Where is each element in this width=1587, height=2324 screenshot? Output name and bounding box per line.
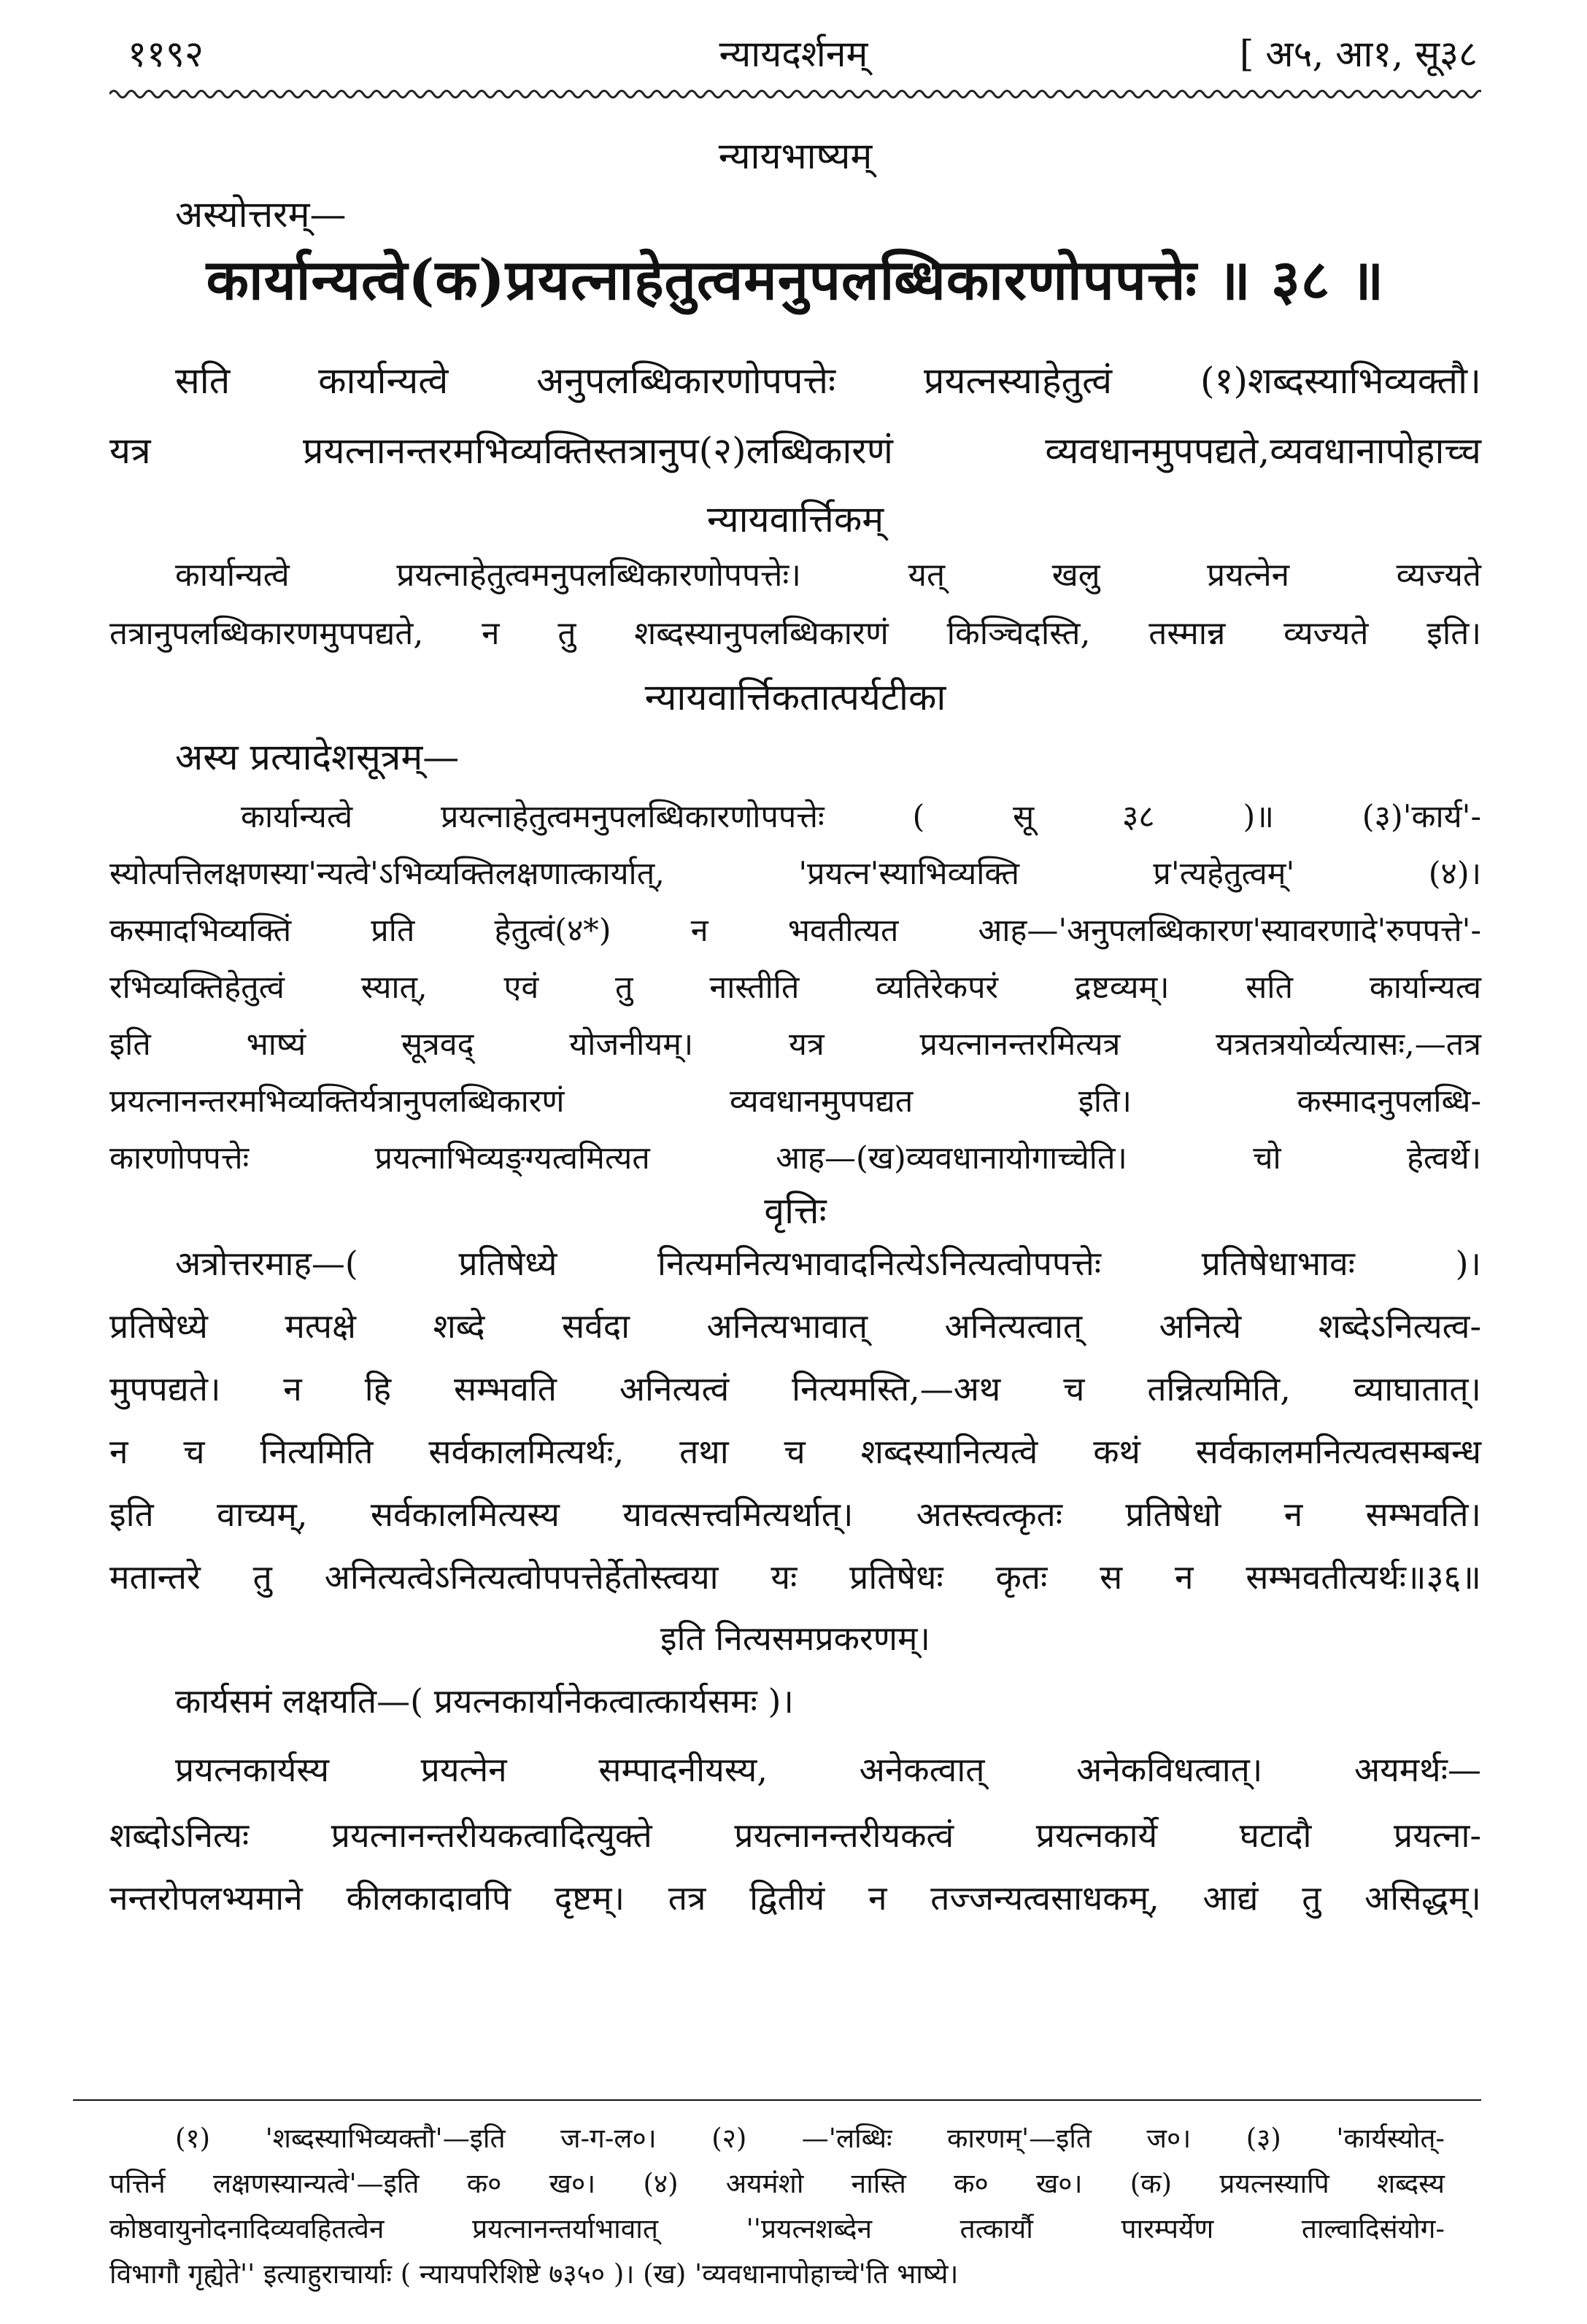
footnote-line: पत्तिर्न लक्षणस्यान्यत्वे'—इति क० ख०। (४) अयमंशो नास्ति क० ख०। (क) प्रयत्नस्यापि शब्दस्य (109, 2168, 1445, 2199)
vartika-line: तत्रानुपलब्धिकारणमुपपद्यते, न तु शब्दस्यानुपलब्धिकारणं किञ्चिदस्ति, तस्मान्न व्यज्यते इति। (109, 615, 1481, 652)
karyasama-line: शब्दोऽनित्यः प्रयत्नानन्तरीयकत्वादित्युक्ते प्रयत्नानन्तरीयकत्वं प्रयत्नकार्ये घटादौ प्रयत्ना- (109, 1816, 1481, 1855)
tika-line: कारणोपपत्तेः प्रयत्नाभिव्यङ्ग्यत्वमित्यत आह—(ख)व्यवधानायोगाच्चेति। चो हेत्वर्थे। (109, 1140, 1481, 1177)
running-header (109, 28, 1478, 79)
tika-line: कस्मादभिव्यक्तिं प्रति हेतुत्वं(४*) न भवतीत्यत आह—'अनुपलब्धिकारण'स्यावरणादे'रुपपत्ते'- (109, 913, 1481, 949)
karyasama-intro: कार्यसमं लक्षयति—( प्रयत्नकार्यानेकत्वात्कार्यसमः )। (175, 1681, 794, 1721)
bhashya-line: यत्र प्रयत्नानन्तरमभिव्यक्तिस्तत्रानुप(२)लब्धिकारणं व्यवधानमुपपद्यते,व्यवधानापोहाच्च (109, 430, 1481, 472)
footnote-separator (73, 2099, 1481, 2101)
footnote-line: कोष्ठवायुनोदनादिव्यवहितत्वेन प्रयत्नानन्तर्याभावात् ''प्रयत्नशब्देन तत्कार्यौ पारम्पर्येण ताल्वादिसंयोग- (109, 2213, 1445, 2244)
vritti-line: मुपपद्यते। न हि सम्भवति अनित्यत्वं नित्यमस्ति,—अथ च तन्नित्यमिति, व्याघातात्। (109, 1369, 1481, 1409)
footnote-line: (१) 'शब्दस्याभिव्यक्तौ'—इति ज-ग-ल०। (२) —'लब्धिः कारणम्'—इति ज०। (३) 'कार्यस्योत्- (175, 2123, 1445, 2154)
karyasama-line: प्रयत्नकार्यस्य प्रयत्नेन सम्पादनीयस्य, अनेकत्वात् अनेकविधत्वात्। अयमर्थः— (175, 1750, 1481, 1789)
footnote-line: विभागौ गृह्येते'' इत्याहुराचार्याः ( न्यायपरिशिष्टे ७३५० )। (ख) 'व्यवधानापोहाच्चे'ति भाष्ये। (109, 2258, 959, 2290)
chapter-reference: [ अ५, आ१, सू३८ (1239, 33, 1478, 75)
vritti-line: इति वाच्यम्, सर्वकालमित्यस्य यावत्सत्त्वमित्यर्थात्। अतस्त्वत्कृतः प्रतिषेधो न सम्भवति। (109, 1495, 1481, 1534)
tika-line: स्योत्पत्तिलक्षणस्या'न्यत्वे'ऽभिव्यक्तिलक्षणात्कार्यात्, 'प्रयत्न'स्याभिव्यक्ति प्र'त्यहेतुत्वम्' (४)। (109, 856, 1481, 892)
tika-line: कार्यान्यत्वे प्रयत्नाहेतुत्वमनुपलब्धिकारणोपपत्तेः ( सू ३८ )॥ (३)'कार्य'- (241, 799, 1481, 835)
sutra-text: कार्यान्यत्वे(क)प्रयत्नाहेतुत्वमनुपलब्धिकारणोपपत्तेः ॥ ३८ ॥ (206, 247, 1385, 312)
prakarana-end: इति नित्यसमप्रकरणम्। (660, 1619, 930, 1658)
intro-line: अस्योत्तरम्— (175, 193, 347, 236)
vritti-line: अत्रोत्तरमाह—( प्रतिषेध्ये नित्यमनित्यभावादनित्येऽनित्यत्वोपपत्तेः प्रतिषेधाभावः )। (175, 1244, 1481, 1283)
vritti-line: मतान्तरे तु अनित्यत्वेऽनित्यत्वोपपत्तेर्हेतोस्त्वया यः प्रतिषेधः कृतः स न सम्भवतीत्यर्थः॥३६॥ (109, 1557, 1481, 1597)
tika-intro: अस्य प्रत्यादेशसूत्रम्— (175, 736, 460, 778)
bhashya-line: सति कार्यान्यत्वे अनुपलब्धिकारणोपपत्तेः प्रयत्नस्याहेतुत्वं (१)शब्दस्याभिव्यक्तौ। (175, 360, 1481, 402)
bhashya-heading: न्यायभाष्यम् (718, 135, 873, 177)
karyasama-line: नन्तरोपलभ्यमाने कीलकादावपि दृष्टम्। तत्र द्वितीयं न तज्जन्यत्वसाधकम्, आद्यं तु असिद्धम्। (109, 1878, 1481, 1918)
book-title: न्यायदर्शनम् (719, 33, 868, 75)
vartika-line: कार्यान्यत्वे प्रयत्नाहेतुत्वमनुपलब्धिकारणोपपत्तेः। यत् खलु प्रयत्नेन व्यज्यते (175, 557, 1481, 594)
vartika-heading: न्यायवार्त्तिकम् (706, 498, 884, 541)
wavy-header-rule (109, 86, 1481, 102)
vritti-line: प्रतिषेध्ये मत्पक्षे शब्दे सर्वदा अनित्यभावात् अनित्यत्वात् अनित्ये शब्देऽनित्यत्व- (109, 1306, 1481, 1346)
tika-heading: न्यायवार्त्तिकतात्पर्यटीका (644, 676, 946, 718)
tika-line: रभिव्यक्तिहेतुत्वं स्यात्, एवं तु नास्तीति व्यतिरेकपरं द्रष्टव्यम्। सति कार्यान्यत्व (109, 969, 1481, 1006)
vritti-line: न च नित्यमिति सर्वकालमित्यर्थः, तथा च शब्दस्यानित्यत्वे कथं सर्वकालमनित्यत्वसम्बन्ध (109, 1432, 1481, 1471)
page-number: ११९२ (128, 33, 204, 75)
tika-line: प्रयत्नानन्तरमभिव्यक्तिर्यत्रानुपलब्धिकारणं व्यवधानमुपपद्यत इति। कस्मादनुपलब्धि- (109, 1083, 1481, 1120)
vritti-heading: वृत्तिः (764, 1190, 827, 1232)
tika-line: इति भाष्यं सूत्रवद् योजनीयम्। यत्र प्रयत्नानन्तरमित्यत्र यत्रतत्रयोर्व्यत्यासः,—तत्र (109, 1026, 1481, 1063)
